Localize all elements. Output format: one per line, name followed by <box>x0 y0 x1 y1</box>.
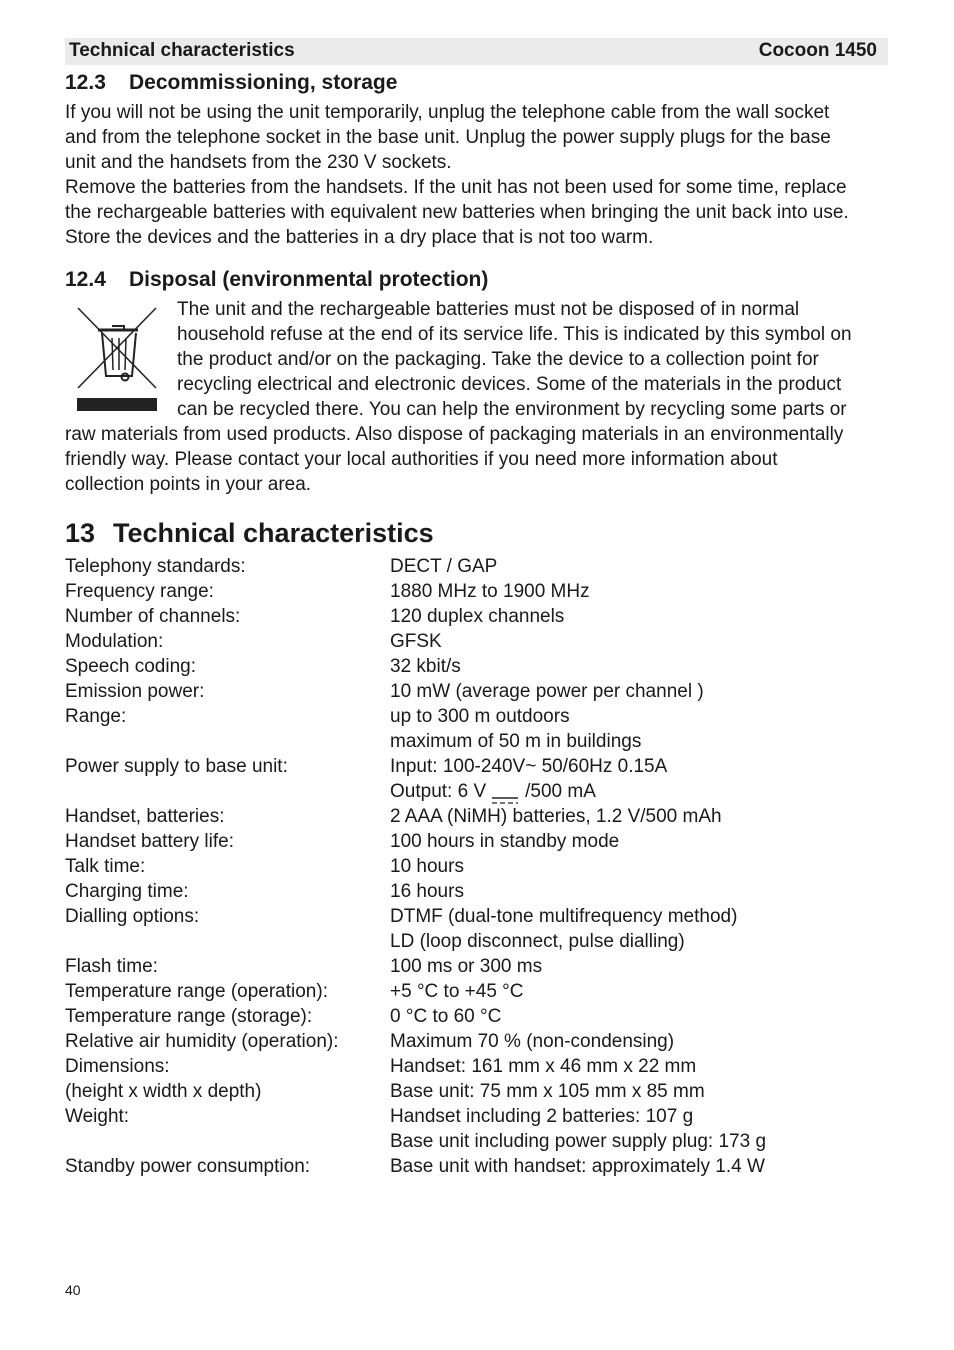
spec-values <box>390 904 888 954</box>
spec-row <box>65 1079 888 1104</box>
spec-value: DECT / GAP <box>390 556 498 577</box>
spec-value: maximum of 50 m in buildings <box>390 731 642 752</box>
spec-values <box>390 1054 888 1079</box>
section-12-4-heading <box>65 267 488 293</box>
spec-row <box>65 579 888 604</box>
chapter-13-heading <box>65 516 434 550</box>
paragraph-line: If you will not be using the unit temporarily, unplug the telephone cable from the wall socket <box>65 102 830 123</box>
spec-values <box>390 854 888 879</box>
spec-row <box>65 804 888 829</box>
spec-label: Weight: <box>65 1106 130 1127</box>
spec-row <box>65 554 888 579</box>
section-12-4-body-wrapped <box>177 297 888 422</box>
spec-value: 10 mW (average power per channel ) <box>390 681 704 702</box>
spec-values <box>390 879 888 904</box>
spec-label: Speech coding: <box>65 656 196 677</box>
spec-row <box>65 679 888 704</box>
spec-label: Dimensions: <box>65 1056 170 1077</box>
spec-row <box>65 604 888 629</box>
spec-label: Emission power: <box>65 681 205 702</box>
spec-row <box>65 629 888 654</box>
dc-current-symbol-icon <box>491 787 519 797</box>
paragraph-line: recycling electrical and electronic devices. Some of the materials in the product <box>177 374 842 395</box>
spec-label: Telephony standards: <box>65 556 246 577</box>
spec-values <box>390 804 888 829</box>
spec-values <box>390 1004 888 1029</box>
output-current-text: /500 mA <box>525 781 596 802</box>
spec-value: 100 hours in standby mode <box>390 831 620 852</box>
paragraph-line: the rechargeable batteries with equivalent new batteries when bringing the unit back into use. <box>65 202 849 223</box>
spec-value: 0 °C to 60 °C <box>390 1006 502 1027</box>
paragraph-line: and from the telephone socket in the base unit. Unplug the power supply plugs for the base <box>65 127 831 148</box>
spec-values <box>390 629 888 654</box>
header-product-name: Cocoon 1450 <box>758 40 877 61</box>
spec-value: DTMF (dual-tone multifrequency method) <box>390 906 738 927</box>
spec-value: 2 AAA (NiMH) batteries, 1.2 V/500 mAh <box>390 806 722 827</box>
chapter-number: 13 <box>65 518 96 548</box>
spec-row <box>65 954 888 979</box>
spec-values <box>390 554 888 579</box>
spec-value: GFSK <box>390 631 442 652</box>
spec-label: Talk time: <box>65 856 146 877</box>
section-12-3-body <box>65 100 888 250</box>
spec-value: 1880 MHz to 1900 MHz <box>390 581 590 602</box>
spec-value: Input: 100-240V~ 50/60Hz 0.15A <box>390 756 668 777</box>
spec-label: Charging time: <box>65 881 189 902</box>
spec-row <box>65 979 888 1004</box>
spec-label: Standby power consumption: <box>65 1156 311 1177</box>
spec-label: Flash time: <box>65 956 158 977</box>
spec-row <box>65 1029 888 1054</box>
section-number: 12.3 <box>65 71 106 94</box>
paragraph-line: raw materials from used products. Also dispose of packaging materials in an environmentally <box>65 424 844 445</box>
paragraph-line: The unit and the rechargeable batteries must not be disposed of in normal <box>177 299 800 320</box>
spec-label: Relative air humidity (operation): <box>65 1031 339 1052</box>
spec-label: (height x width x depth) <box>65 1081 262 1102</box>
spec-values <box>390 1154 888 1179</box>
spec-value: LD (loop disconnect, pulse dialling) <box>390 931 685 952</box>
spec-table <box>65 554 888 1179</box>
header-section-title: Technical characteristics <box>69 40 295 61</box>
spec-value: Base unit with handset: approximately 1.4 W <box>390 1156 765 1177</box>
section-12-4-body-full <box>65 422 888 497</box>
spec-values <box>390 654 888 679</box>
spec-value: Handset including 2 batteries: 107 g <box>390 1106 694 1127</box>
spec-label: Temperature range (operation): <box>65 981 328 1002</box>
section-number: 12.4 <box>65 268 106 291</box>
spec-value: Base unit including power supply plug: 173 g <box>390 1131 767 1152</box>
spec-label: Handset, batteries: <box>65 806 225 827</box>
spec-value: 120 duplex channels <box>390 606 565 627</box>
spec-row <box>65 1154 888 1179</box>
spec-row <box>65 1004 888 1029</box>
paragraph-line: can be recycled there. You can help the environment by recycling some parts or <box>177 399 847 420</box>
spec-row <box>65 854 888 879</box>
spec-row <box>65 879 888 904</box>
spec-value: up to 300 m outdoors <box>390 706 570 727</box>
spec-values <box>390 1104 888 1154</box>
paragraph-line: friendly way. Please contact your local authorities if you need more information about <box>65 449 778 470</box>
paragraph-line: Remove the batteries from the handsets. If the unit has not been used for some time, replace <box>65 177 847 198</box>
spec-label: Number of channels: <box>65 606 241 627</box>
crossed-out-wheelie-bin-icon <box>76 306 158 412</box>
spec-row <box>65 754 888 804</box>
section-title: Decommissioning, storage <box>129 71 398 94</box>
spec-values <box>390 579 888 604</box>
page-number: 40 <box>65 1282 81 1298</box>
output-voltage-text: Output: 6 V <box>390 781 487 802</box>
spec-value-output <box>390 779 888 804</box>
spec-value: Handset: 161 mm x 46 mm x 22 mm <box>390 1056 697 1077</box>
spec-values <box>390 679 888 704</box>
paragraph-line: the product and/or on the packaging. Take the device to a collection point for <box>177 349 819 370</box>
spec-row <box>65 704 888 754</box>
spec-row <box>65 829 888 854</box>
spec-values <box>390 954 888 979</box>
spec-label: Dialling options: <box>65 906 200 927</box>
spec-values <box>390 704 888 754</box>
spec-value: Maximum 70 % (non-condensing) <box>390 1031 675 1052</box>
spec-values <box>390 604 888 629</box>
spec-value: 16 hours <box>390 881 464 902</box>
spec-values <box>390 1029 888 1054</box>
paragraph-line: Store the devices and the batteries in a dry place that is not too warm. <box>65 227 654 248</box>
section-12-3-heading <box>65 70 397 96</box>
spec-values <box>390 754 888 804</box>
spec-value: 32 kbit/s <box>390 656 461 677</box>
spec-row <box>65 1104 888 1154</box>
spec-row <box>65 904 888 954</box>
spec-label: Power supply to base unit: <box>65 756 288 777</box>
running-header <box>65 38 888 65</box>
spec-values <box>390 829 888 854</box>
spec-label: Handset battery life: <box>65 831 234 852</box>
paragraph-line: unit and the handsets from the 230 V sockets. <box>65 152 452 173</box>
section-title: Disposal (environmental protection) <box>129 268 489 291</box>
spec-value: 100 ms or 300 ms <box>390 956 543 977</box>
spec-values <box>390 979 888 1004</box>
spec-row <box>65 1054 888 1079</box>
spec-label: Modulation: <box>65 631 164 652</box>
spec-label: Range: <box>65 706 127 727</box>
chapter-title: Technical characteristics <box>113 518 434 548</box>
spec-row <box>65 654 888 679</box>
paragraph-line: household refuse at the end of its service life. This is indicated by this symbol on <box>177 324 852 345</box>
spec-value: 10 hours <box>390 856 464 877</box>
spec-value: +5 °C to +45 °C <box>390 981 524 1002</box>
paragraph-line: collection points in your area. <box>65 474 312 495</box>
spec-value: Base unit: 75 mm x 105 mm x 85 mm <box>390 1081 705 1102</box>
spec-label: Temperature range (storage): <box>65 1006 313 1027</box>
spec-values <box>390 1079 888 1104</box>
spec-label: Frequency range: <box>65 581 214 602</box>
